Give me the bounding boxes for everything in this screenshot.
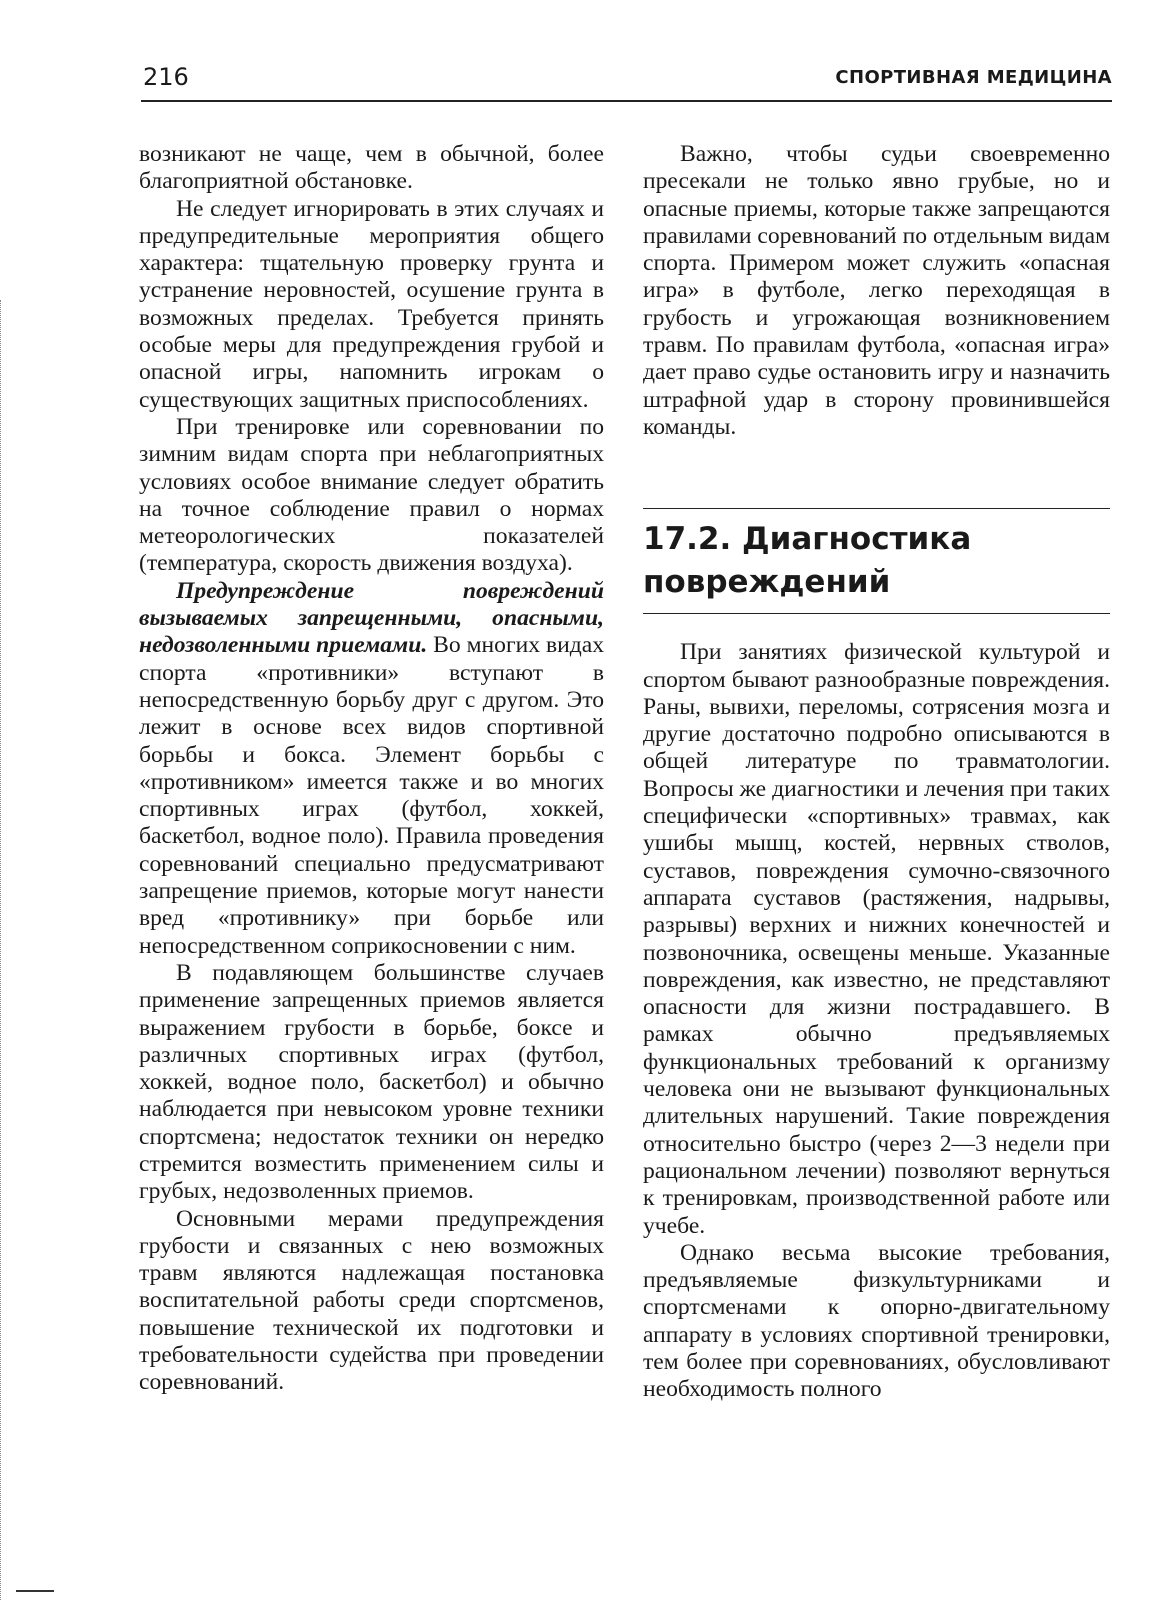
page-number: 216 xyxy=(143,63,189,91)
bottom-edge-mark xyxy=(16,1590,54,1592)
left-column xyxy=(139,141,604,1397)
right-column xyxy=(643,141,1110,1404)
left-paragraph-4-body: Во многих видах спорта «противники» вступают в непосредственную борьбу друг с другом. Это лежит в основе всех видов спортивной борьбы и бокса. Элемент борьбы с «противником» имеется также и во многих спортивных играх (футбол, хоккей, баскетбол, водное поло). Правила проведения соревнований специально предусматривают запрещение приемов, которые могут нанести вред «противнику» при борьбе или непосредственном соприкосновении с ним. xyxy=(139,632,604,959)
right-paragraph-3: Однако весьма высокие требования, предъявляемые физкультурниками и спортсменами к опорно-двигательному аппарату в условиях спортивной тренировки, тем более при соревнованиях, обусловливают необходимость полного xyxy=(643,1239,1110,1403)
spine-edge xyxy=(0,300,7,1600)
right-paragraph-2: При занятиях физической культурой и спортом бывают разнообразные повреждения. Раны, вывихи, переломы, сотрясения мозга и другие достаточно подробно описываются в общей литературе по травматологии. Вопросы же диагностики и лечения при таких специфически «спортивных» травмах, как ушибы мышц, костей, нервных стволов, суставов, повреждения сумочно-связочного аппарата суставов (растяжения, надрывы, разрывы) верхних и нижних конечностей и позвоночника, освещены меньше. Указанные повреждения, как известно, не представляют опасности для жизни пострадавшего. В рамках обычно предъявляемых функциональных требований к организму человека они не вызывают функциональных длительных нарушений. Такие повреждения относительно быстро (через 2—3 недели при рациональном лечении) позволяют вернуться к тренировкам, производственной работе или учебе. xyxy=(643,639,1110,1239)
running-title: СПОРТИВНАЯ МЕДИЦИНА xyxy=(835,67,1112,88)
left-paragraph-5: В подавляющем большинстве случаев применение запрещенных приемов является выражением грубости в борьбе, боксе и различных спортивных играх (футбол, хоккей, водное поло, баскетбол) и обычно наблюдается при невысоком уровне техники спортсмена; недостаток техники он нередко стремится возместить применением силы и грубых, недозволенных приемов. xyxy=(139,959,604,1205)
left-paragraph-1: возникают не чаще, чем в обычной, более благоприятной обстановке. xyxy=(139,141,604,195)
section-rule-top xyxy=(643,508,1110,509)
section-heading: 17.2. Диагностика повреждений xyxy=(643,521,972,601)
section-rule-bottom xyxy=(643,613,1110,614)
left-paragraph-3: При тренировке или соревновании по зимним видам спорта при неблагоприятных условиях особое внимание следует обратить на точное соблюдение правил о нормах метеорологических показателей (температура, скорость движения воздуха). xyxy=(139,413,604,577)
run-in-heading: Предупреждение повреждений вызываемых запрещенными, опасными, недозволенными приемами. xyxy=(139,577,604,659)
left-paragraph-4 xyxy=(139,578,604,960)
header-rule xyxy=(141,100,1112,102)
left-paragraph-2: Не следует игнорировать в этих случаях и предупредительные мероприятия общего характера: тщательную проверку грунта и устранение неровностей, осушение грунта в возможных пределах. Требуется принять особые меры для предупреждения грубой и опасной игры, напомнить игрокам о существующих защитных приспособлениях. xyxy=(139,195,604,413)
left-paragraph-6: Основными мерами предупреждения грубости и связанных с нею возможных травм являются надлежащая постановка воспитательной работы среди спортсменов, повышение технической их подготовки и требовательности судейства при проведении соревнований. xyxy=(139,1205,604,1396)
right-paragraph-1: Важно, чтобы судьи своевременно пресекали не только явно грубые, но и опасные приемы, которые также запрещаются правилами соревнований по отдельным видам спорта. Примером может служить «опасная игра» в футболе, легко переходящая в грубость и угрожающая возникновением травм. По правилам футбола, «опасная игра» дает право судье остановить игру и назначить штрафной удар в сторону провинившейся команды. xyxy=(643,141,1110,440)
